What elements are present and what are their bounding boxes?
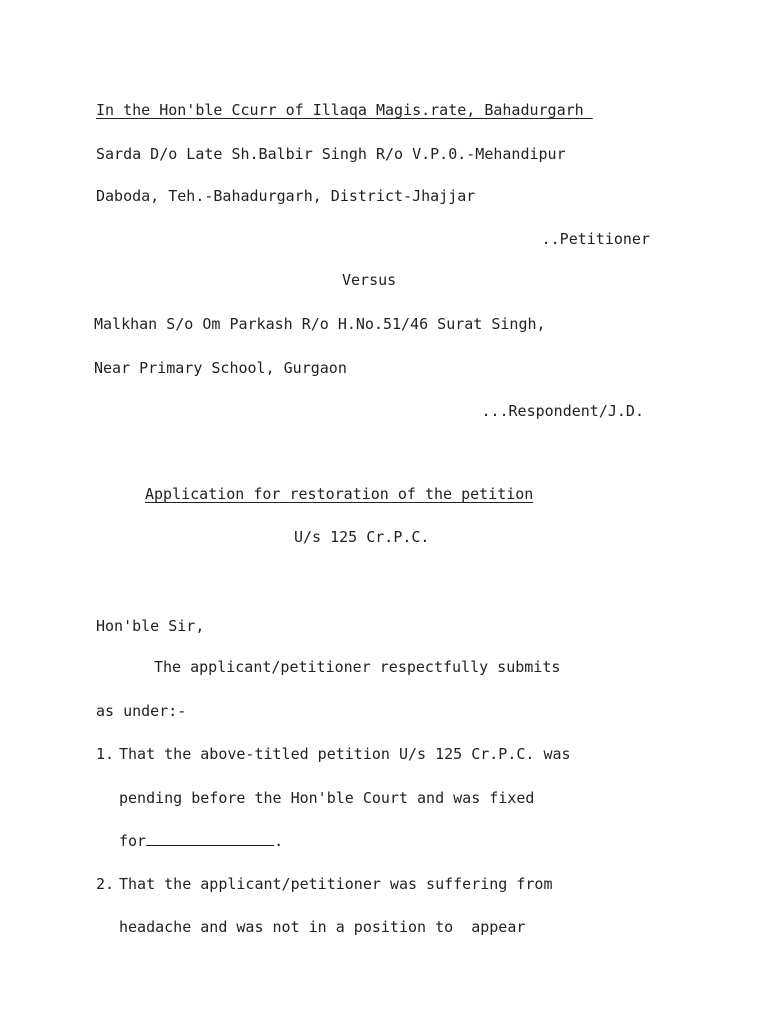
point-1-line-3 [119,832,283,850]
versus-label: Versus [342,271,397,289]
point-1-line-3-suffix: . [274,832,284,850]
respondent-line-1: Malkhan S/o Om Parkash R/o H.No.51/46 Surat Singh, [94,315,546,333]
point-1-line-2: pending before the Hon'ble Court and was fixed [119,789,535,807]
point-2-line-2: headache and was not in a position to appear [119,918,526,936]
intro-line-2: as under:- [96,702,187,720]
petitioner-line-2: Daboda, Teh.-Bahadurgarh, District-Jhajjar [96,187,476,205]
application-subtitle: U/s 125 Cr.P.C. [294,528,430,546]
respondent-role: ...Respondent/J.D. [481,402,644,420]
point-2-line-1: That the applicant/petitioner was suffering from [119,875,553,893]
court-heading: In the Hon'ble Ccurr of Illaqa Magis.rate, Bahadurgarh [96,101,593,119]
point-1-number: 1. [96,745,115,763]
petitioner-role: ..Petitioner [541,230,650,248]
point-1-line-1: That the above-titled petition U/s 125 Cr.P.C. was [119,745,571,763]
intro-line-1: The applicant/petitioner respectfully submits [154,658,561,676]
salutation: Hon'ble Sir, [96,617,205,635]
application-title: Application for restoration of the petition [145,485,534,503]
petitioner-line-1: Sarda D/o Late Sh.Balbir Singh R/o V.P.0.-Mehandipur [96,145,566,163]
point-2-number: 2. [96,875,115,893]
fill-in-blank [146,833,274,846]
point-1-line-3-prefix: for [119,832,147,850]
respondent-line-2: Near Primary School, Gurgaon [94,359,347,377]
